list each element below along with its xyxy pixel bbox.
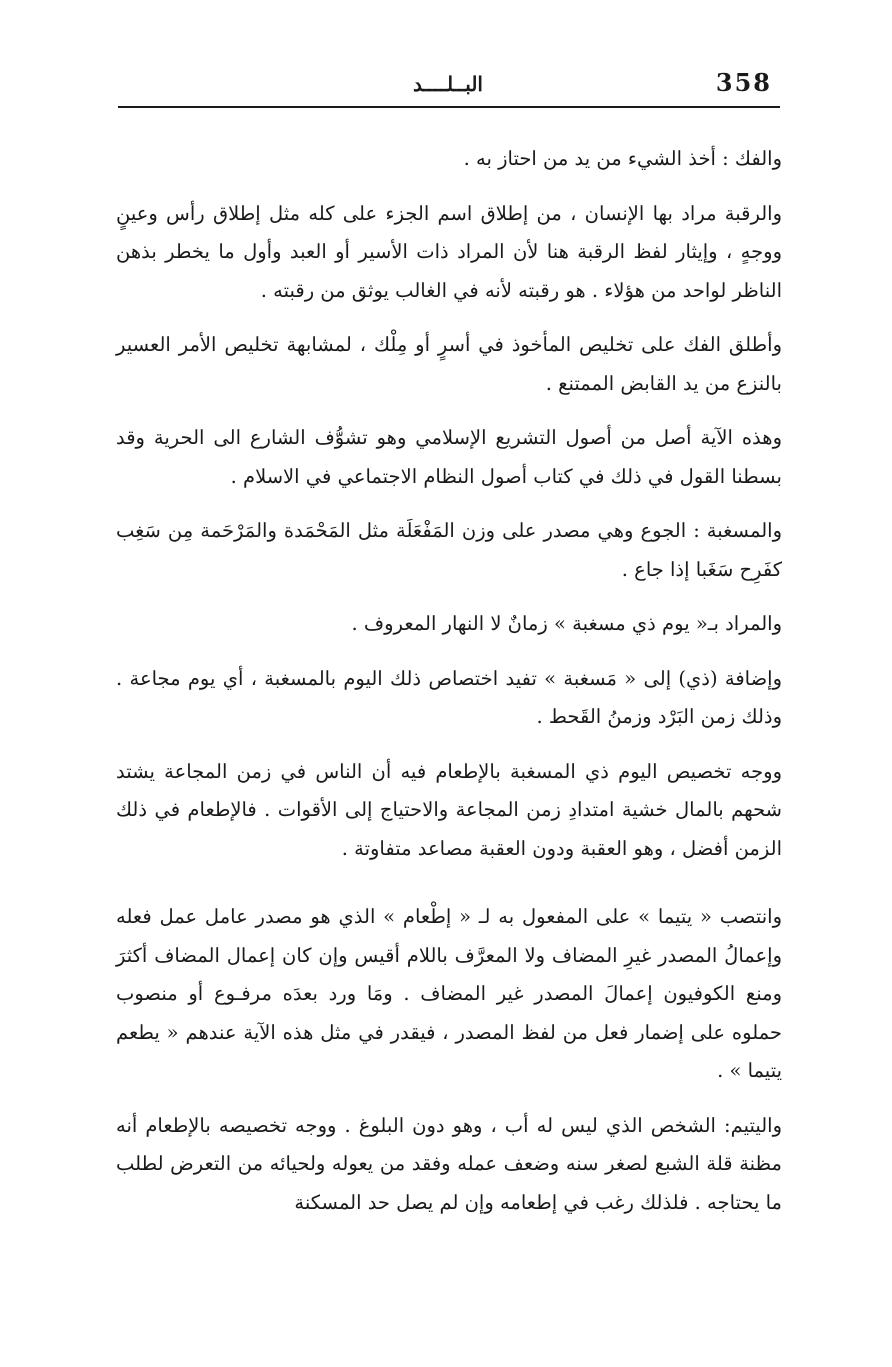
paragraph: ووجه تخصيص اليوم ذي المسغبة بالإطعام فيه أن الناس في زمن المجاعة يشتد شحهم بالمال خشية امتدادِ زمن المجاعة والاحتياج إلى الأقوات . فالإطعام في ذلك الزمن أفضل ، وهو العقبة ودون العقبة مصاعد متفاوتة . bbox=[116, 759, 782, 860]
running-title: البــلــــد bbox=[413, 72, 483, 96]
page-number: 358 bbox=[715, 68, 772, 97]
paragraph: والمسغبة : الجوع وهي مصدر على وزن المَفْعَلَة مثل المَحْمَدة والمَرْحَمة مِن سَغِب كفَرِح سَغَبا إذا جاع . bbox=[116, 519, 782, 581]
paragraph: وإضافة (ذي) إلى « مَسغبة » تفيد اختصاص ذلك اليوم بالمسغبة ، أي يوم مجاعة . وذلك زمن البَرْد وزمنُ القَحط . bbox=[116, 666, 782, 728]
paragraph: والفك : أخذ الشيء من يد من احتاز به . bbox=[463, 147, 782, 170]
paragraph: وهذه الآية أصل من أصول التشريع الإسلامي وهو تشوُّف الشارع الى الحرية وقد بسطنا القول في ذلك في كتاب أصول النظام الاجتماعي في الاسلام . bbox=[116, 426, 782, 488]
paragraph: والمراد بـ« يوم ذي مسغبة » زمانٌ لا النهار المعروف . bbox=[351, 612, 782, 635]
paragraph: واليتيم: الشخص الذي ليس له أب ، وهو دون البلوغ . ووجه تخصيصه بالإطعام أنه مظنة قلة الشبع لصغر سنه وضعف عمله وفقد من يعوله ولحيائه من التعرض لطلب ما يحتاجه . فلذلك رغب في إطعامه وإن لم يصل حد المسكنة bbox=[116, 1113, 782, 1214]
paragraph: وأطلق الفك على تخليص المأخوذ في أسرٍ أو مِلْك ، لمشابهة تخليص الأمر العسير بالنزع من يد القابض الممتنع . bbox=[116, 333, 782, 395]
header-rule bbox=[118, 106, 780, 108]
page-body bbox=[116, 140, 782, 1222]
paragraph: وانتصب « يتيما » على المفعول به لـ « إطْعام » الذي هو مصدر عامل عمل فعله وإعمالُ المصدر غيرِ المضاف ولا المعرَّف باللام أقيس وإن كان إعمال المضاف أكثرَ ومنع الكوفيون إعمالَ المصدر غير المضاف . ومَا ورد بعدَه مرفـوع أو منصوب حملوه على إضمار فعل من لفظ المصدر ، فيقدر في مثل هذه الآية عندهم « يطعم يتيما » . bbox=[116, 905, 782, 1082]
paragraph: والرقبة مراد بها الإنسان ، من إطلاق اسم الجزء على كله مثل إطلاق رأس وعينٍ ووجهٍ ، وإيثار لفظ الرقبة هنا لأن المراد ذات الأسير أو العبد وأول ما يخطر بذهن الناظر لواحد من هؤلاء . هو رقبته لأنه في الغالب يوثق من رقبته . bbox=[116, 201, 782, 302]
page-header bbox=[118, 60, 778, 110]
